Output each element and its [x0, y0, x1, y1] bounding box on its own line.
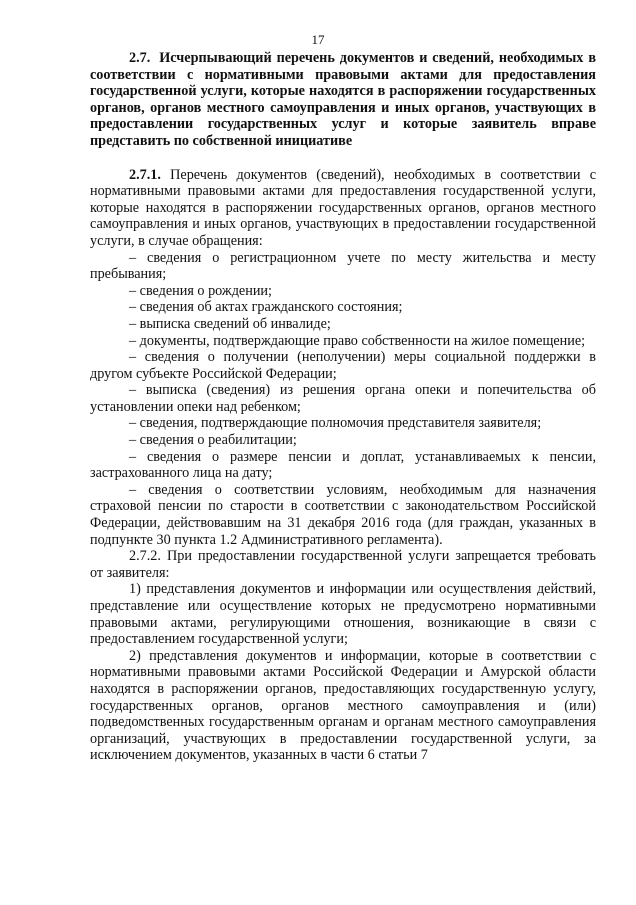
list-item: – сведения о соответствии условиям, необходимым для назначения страховой пенсии по старости в соответствии с законодательством Российской Федерации, действовавшим на 31 декабря 2016 года (для граждан, указанных в подпункте 30 пункта 1.2 Административного регламента).: [90, 481, 596, 548]
list-item: – сведения, подтверждающие полномочия представителя заявителя;: [129, 415, 542, 432]
list-item: 2) представления документов и информации, которые в соответствии с нормативными правовыми актами Российской Федерации и Амурской области находятся в распоряжении органов, предоставляющих государственную услугу, государственных органов, органов местного самоуправления и (или) подведомственных государственным органам и органам местного самоуправления организаций, участвующих в предоставлении государственной услуги, за исключением документов, указанных в части 6 статьи 7: [90, 647, 596, 764]
list-item: – сведения о размере пенсии и доплат, устанавливаемых к пенсии, застрахованного лица на дату;: [90, 448, 596, 482]
list-item: – выписка сведений об инвалиде;: [129, 315, 331, 332]
section-heading: [90, 50, 596, 150]
subsection-1-intro-text: Перечень документов (сведений), необходимых в соответствии с нормативными правовыми актами для предоставления государственной услуги, которые находятся в распоряжении государственных органов, органов местного самоуправления и иных органов, участвующих в предоставлении государственной услуги, в случае обращения:: [90, 166, 596, 249]
subsection-1-number: 2.7.1.: [129, 166, 161, 183]
page-content: [90, 50, 596, 764]
subsection-2-intro: [90, 548, 596, 581]
list-item: – сведения об актах гражданского состояния;: [129, 299, 403, 316]
list-item: 1) представления документов и информации или осуществления действий, представление или осуществление которых не предусмотрено нормативными правовыми актами, регулирующими отношения, возникающие в связи с предоставлением государственной услуги;: [90, 581, 596, 648]
list-item: – документы, подтверждающие право собственности на жилое помещение;: [129, 332, 586, 349]
page-number: 17: [311, 32, 325, 47]
section-title: Исчерпывающий перечень документов и сведений, необходимых в соответствии с нормативными правовыми актами для предоставления государственной услуги, которые находятся в распоряжении государственных органов, органов местного самоуправления и иных органов, участвующих в предоставлении государственных услуг и которые заявитель вправе представить по собственной инициативе: [90, 50, 596, 149]
section-number: 2.7.: [129, 50, 151, 66]
list-item: – выписка (сведения) из решения органа опеки и попечительства об установлении опеки над ребенком;: [90, 382, 596, 415]
subsection-2-number: 2.7.2.: [129, 548, 161, 565]
list-item: – сведения о реабилитации;: [129, 432, 297, 449]
list-item: – сведения о регистрационном учете по месту жительства и месту пребывания;: [90, 249, 596, 283]
list-item: – сведения о получении (неполучении) меры социальной поддержки в другом субъекте Российской Федерации;: [90, 349, 596, 382]
subsection-1-intro: [90, 167, 596, 250]
list-item: – сведения о рождении;: [129, 282, 272, 299]
subsection-2-intro-text: При предоставлении государственной услуги запрещается требовать от заявителя:: [90, 548, 597, 581]
